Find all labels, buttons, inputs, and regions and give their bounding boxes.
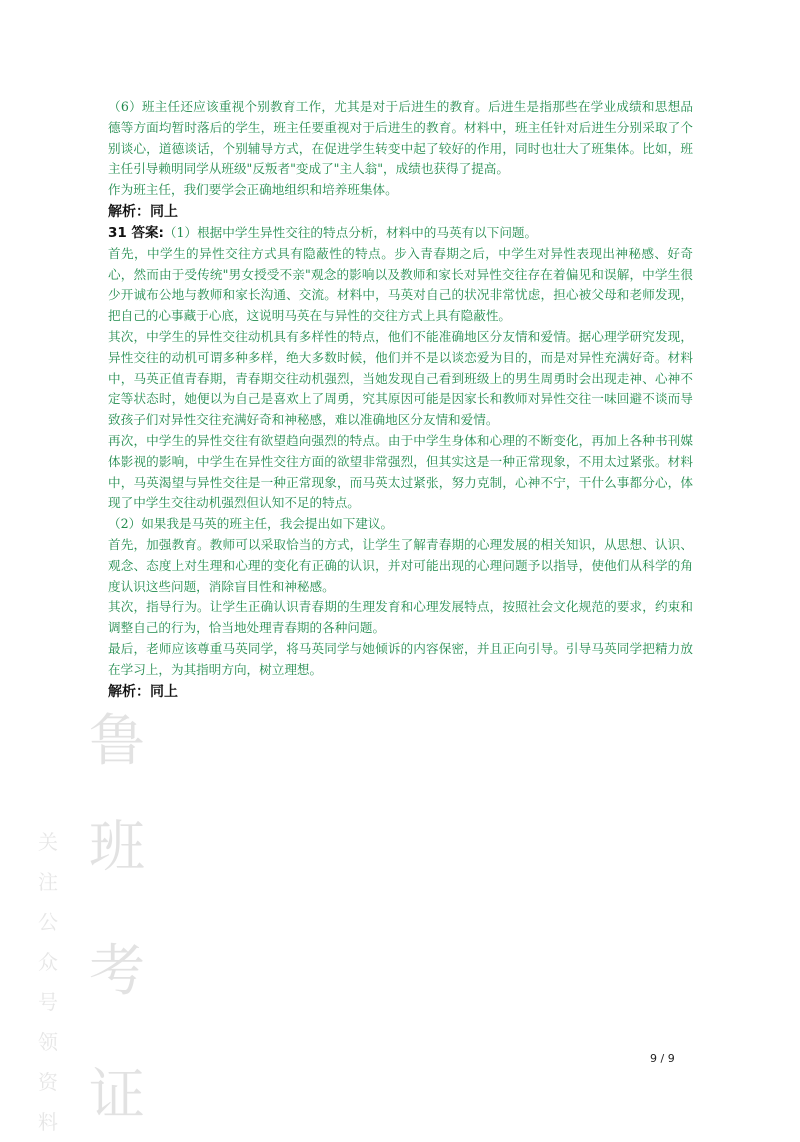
page-number: 9 / 9 (650, 1052, 675, 1065)
paragraph: 再次，中学生的异性交往有欲望趋向强烈的特点。由于中学生身体和心理的不断变化，再加上各种书刊媒体影视的影响，中学生在异性交往方面的欲望非常强烈，但其实这是一种正常现象，不用太过紧张。材料中，马英渴望与异性交往是一种正常现象，而马英太过紧张，努力克制，心神不宁，干什么事都分心，体现了中学生交往动机强烈但认知不足的特点。 (108, 432, 693, 511)
paragraph: （6）班主任还应该重视个别教育工作，尤其是对于后进生的教育。后进生是指那些在学业成绩和思想品德等方面均暂时落后的学生，班主任要重视对于后进生的教育。材料中，班主任针对后进生分别采取了个别谈心，道德谈话，个别辅导方式，在促进学生转变中起了较好的作用，同时也壮大了班集体。比如，班主任引导赖明同学从班级"反叛者"变成了"主人翁"，成绩也获得了提高。 (108, 99, 693, 177)
paragraph: （2）如果我是马英的班主任，我会提出如下建议。 (108, 516, 394, 532)
analysis-label: 解析：同上 (108, 683, 178, 700)
watermark-char-lu: 鲁 (89, 709, 145, 774)
analysis-label: 解析：同上 (108, 203, 178, 220)
watermark-col-char: 料 (38, 1110, 58, 1134)
paragraph: 首先，中学生的异性交往方式具有隐蔽性的特点。步入青春期之后，中学生对异性表现出神秘感、好奇心，然而由于受传统"男女授受不亲"观念的影响以及教师和家长对异性交往存在着偏见和误解，中学生很少开诚布公地与教师和家长沟通、交流。材料中，马英对自己的状况非常忧虑，担心被父母和老师发现，把自己的心事藏于心底，这说明马英在与异性的交往方式上具有隐蔽性。 (108, 245, 693, 324)
paragraph: 其次，中学生的异性交往动机具有多样性的特点，他们不能准确地区分友情和爱情。据心理学研究发现，异性交往的动机可谓多种多样，绝大多数时候，他们并不是以谈恋爱为目的，而是对异性充满好奇。材料中，马英正值青春期，青春期交往动机强烈，当她发现自己看到班级上的男生周勇时会出现走神、心神不定等状态时，她便以为自己是喜欢上了周勇，究其原因可能是因家长和教师对异性交往一味回避不谈而导致孩子们对异性交往充满好奇和神秘感，难以准确地区分友情和爱情。 (108, 328, 693, 428)
watermark-column (36, 822, 60, 1142)
watermark-col-char: 号 (38, 990, 58, 1014)
answer-heading-line (108, 223, 693, 244)
watermark-char-zheng: 证 (89, 1063, 145, 1128)
watermark-col-char: 公 (38, 910, 58, 934)
watermark-col-char: 关 (38, 830, 58, 854)
paragraph: 其次，指导行为。让学生正确认识青春期的生理发育和心理发展特点，按照社会文化规范的要求，约束和调整自己的行为，恰当地处理青春期的各种问题。 (108, 599, 693, 636)
watermark-col-char: 众 (38, 950, 58, 974)
watermark-char-ban: 班 (89, 815, 145, 880)
paragraph: 作为班主任，我们要学会正确地组织和培养班集体。 (108, 182, 398, 198)
document-body (108, 97, 693, 703)
paragraph: 最后，老师应该尊重马英同学，将马英同学与她倾诉的内容保密，并且正向引导。引导马英同学把精力放在学习上，为其指明方向，树立理想。 (108, 640, 693, 677)
paragraph: 首先，加强教育。教师可以采取恰当的方式，让学生了解青春期的心理发展的相关知识，从思想、认识、观念、态度上对生理和心理的变化有正确的认识，并对可能出现的心理问题予以指导，使他们从科学的角度认识这些问题，消除盲目性和神秘感。 (108, 536, 693, 594)
answer-label: 31 答案: (108, 224, 164, 241)
watermark-char-kao: 考 (89, 939, 145, 1004)
watermark-col-char: 资 (38, 1070, 58, 1094)
answer-intro: （1）根据中学生异性交往的特点分析，材料中的马英有以下问题。 (163, 224, 538, 240)
watermark-col-char: 注 (38, 870, 58, 894)
watermark-col-char: 领 (38, 1030, 58, 1054)
